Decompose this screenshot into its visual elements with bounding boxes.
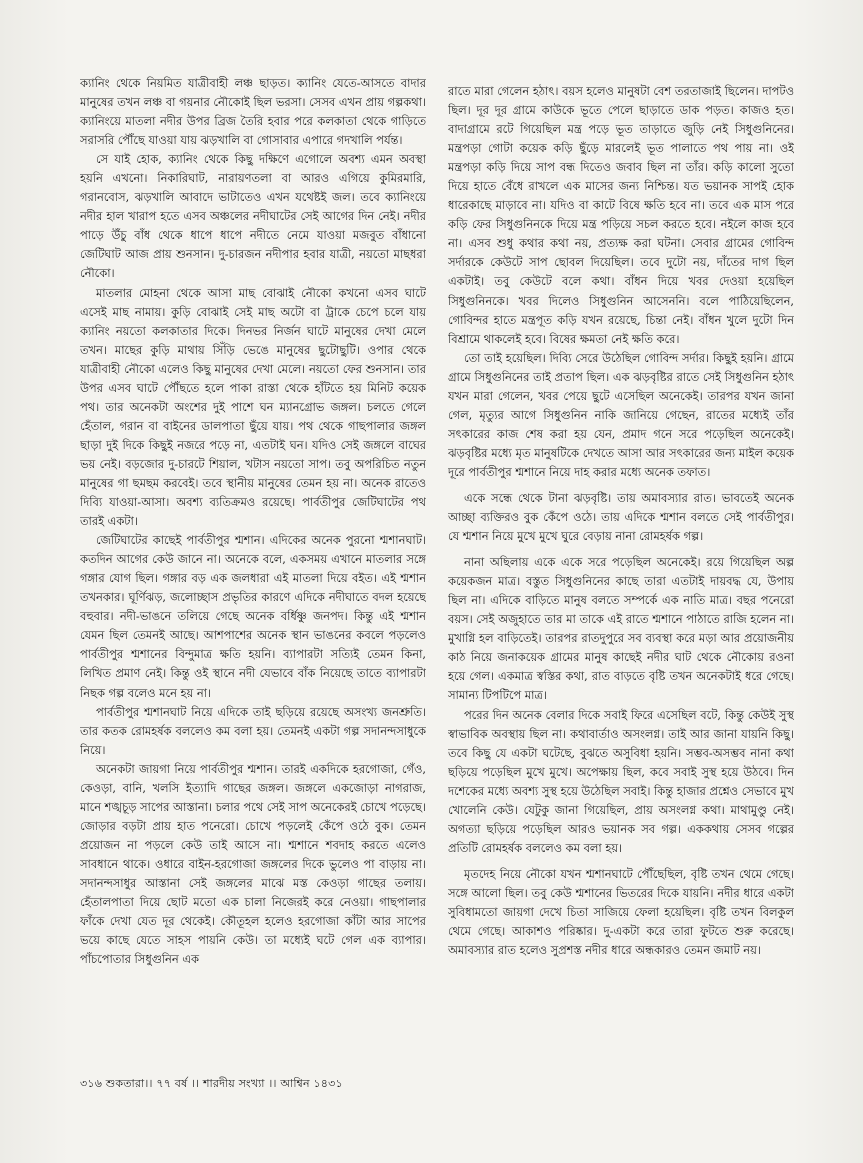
paragraph: নানা অছিলায় একে একে সরে পড়েছিল অনেকেই। রয়ে গিয়েছিল অল্প কয়েকজন মাত্র। বস্তুত সিধুগুনিনের কাছে তারা এতটাই দায়বদ্ধ যে, উপায় ছিল না। এদিকে বাড়িতে মানুষ বলতে সম্পর্কে এক নাতি মাত্র। বছর পনেরো বয়স। সেই অজুহাতে তার মা তাকে এই রাতে শ্মশানে পাঠাতে রাজি হলেন না। মুখাগ্নি হল বাড়িতেই। তারপর রাতদুপুরে সব ব্যবস্থা করে মড়া আর প্রয়োজনীয় কাঠ নিয়ে জনাকয়েক গ্রামের মানুষ কাছেই নদীর ঘাট থেকে নৌকোয় রওনা হয়ে গেল। একমাত্র স্বস্তির কথা, রাত বাড়তে বৃষ্টি তখন অনেকটাই ধরে গেছে। সামান্য টিপটিপে মাত্র। [448,555,794,703]
paragraph: অনেকটা জায়গা নিয়ে পার্বতীপুর শ্মশান। তারই একদিকে হরগোজা, গেঁও, কেওড়া, বানি, খলসি ইত্যাদি গাছের জঙ্গল। জঙ্গলে একজোড়া নাগরাজ, মানে শঙ্খচূড় সাপের আস্তানা। চলার পথে সেই সাপ অনেকেরই চোখে পড়েছে। জোড়ার বড়টা প্রায় হাত পনেরো। চোখে পড়লেই কেঁপে ওঠে বুক। তেমন প্রয়োজন না পড়লে কেউ তাই আসে না। শ্মশানে শবদাহ করতে এলেও সাবধানে থাকে। ওধারে বাইন-হরগোজা জঙ্গলের দিকে ভুলেও পা বাড়ায় না। সদানন্দসাধুর আস্তানা সেই জঙ্গলের মাঝে মস্ত কেওড়া গাছের তলায়। হেঁতালপাতা দিয়ে ছোট মতো এক চালা নিজেরই করে নেওয়া। গাছপালার ফাঁকে দেখা যেত দূর থেকেই। কৌতূহল হলেও হরগোজা কাঁটা আর সাপের ভয়ে কাছে যেতে সাহস পায়নি কেউ। তা মধ্যেই ঘটে গেল এক ব্যাপার। পাঁচপোতার সিধুগুনিন এক [80,761,426,967]
paragraph: একে সন্ধে থেকে টানা ঝড়বৃষ্টি। তায় অমাবস্যার রাত। ভাবতেই অনেক আচ্ছা ব্যক্তিরও বুক কেঁপে ওঠে। তায় এদিকে শ্মশান বলতে সেই পার্বতীপুর। যে শ্মশান নিয়ে মুখে মুখে ঘুরে বেড়ায় নানা রোমহর্ষক গল্প। [448,490,794,544]
paragraph: ক্যানিং থেকে নিয়মিত যাত্রীবাহী লঞ্চ ছাড়ত। ক্যানিং যেতে-আসতে বাদার মানুষের তখন লঞ্চ বা গয়নার নৌকোই ছিল ভরসা। সেসব এখন প্রায় গল্পকথা। ক্যানিংয়ে মাতলা নদীর উপর ব্রিজ তৈরি হবার পরে কলকাতা থেকে গাড়িতে সরাসরি পৌঁছে যাওয়া যায় ঝড়খালি বা গোসাবার এপারে গদখালি পর্যন্ত। [80,76,426,148]
paragraph: মাতলার মোহনা থেকে আসা মাছ বোঝাই নৌকো কখনো এসব ঘাটে এসেই মাছ নামায়। কুড়ি বোঝাই সেই মাছ অটো বা ট্রাকে চেপে চলে যায় ক্যানিং নয়তো কলকাতার দিকে। দিনভর নির্জন ঘাটে মানুষের দেখা মেলে তখন। মাছের কুড়ি মাথায় সিঁড়ি ভেঙে মানুষের ছুটোছুটি। ওপার থেকে যাত্রীবাহী নৌকো এলেও কিছু মানুষের দেখা মেলে। নয়তো ফের শুনসান। তার উপর এসব ঘাটে পৌঁছতে হলে পাকা রাস্তা থেকে হাঁটতে হয় মিনিট কয়েক পথ। তার অনেকটা অংশের দুই পাশে ঘন ম্যানগ্রোভ জঙ্গল। চলতে গেলে হেঁতাল, গরান বা বাইনের ডালপাতা ছুঁয়ে যায়। পথ থেকে গাছপালার জঙ্গল ছাড়া দুই দিকে কিছুই নজরে পড়ে না, এতটাই ঘন। যদিও সেই জঙ্গলে বাঘের ভয় নেই। বড়জোর দু-চারটে শিয়াল, খটাস নয়তো সাপ। তবু অপরিচিত নতুন মানুষের গা ছমছম করবেই। তবে স্থানীয় মানুষের তেমন হয় না। অনেক রাতেও দিব্যি যাওয়া-আসা। অবশ্য ব্যতিক্রমও রয়েছে। পার্বতীপুর জেটিঘাটের পথ তারই একটা। [80,285,426,529]
left-text-column [80,74,426,1074]
paragraph: রাতে মারা গেলেন হঠাৎ। বয়স হলেও মানুষটা বেশ তরতাজাই ছিলেন। দাপটও ছিল। দূর দূর গ্রামে কাউকে ভূতে পেলে ছাড়াতে ডাক পড়ত। কাজও হত। বাদাগ্রামে রটে গিয়েছিল মন্ত্র পড়ে ভূত তাড়াতে জুড়ি নেই সিধুগুনিনের। মন্ত্রপড়া গোটা কয়েক কড়ি ছুঁড়ে মারলেই ভূত পালাতে পথ পায় না। ওই মন্ত্রপড়া কড়ি দিয়ে সাপ বন্ধ দিতেও জবাব ছিল না তাঁর। কড়ি কালো সুতো দিয়ে হাতে বেঁধে রাখলে এক মাসের জন্য নিশ্চিন্ত। যত ভয়ানক সাপই হোক ধারেকাছে মাড়াবে না। যদিও বা কাটে বিষে ক্ষতি হবে না। তবে এক মাস পরে কড়ি ফের সিধুগুনিনকে দিয়ে মন্ত্র পড়িয়ে সচল করতে হবে। নইলে কাজ হবে না। এসব শুধু কথার কথা নয়, প্রত্যক্ষ করা ঘটনা। সেবার গ্রামের গোবিন্দ সর্দারকে কেউটে সাপ ছোবল দিয়েছিল। তবে দুটো নয়, দাঁতের দাগ ছিল একটাই। তবু কেউটে বলে কথা। বাঁধন দিয়ে খবর দেওয়া হয়েছিল সিধুগুনিনকে। খবর দিলেও সিধুগুনিন আসেননি। বলে পাঠিয়েছিলেন, গোবিন্দর হাতে মন্ত্রপূত কড়ি যখন রয়েছে, চিন্তা নেই। বাঁধন খুলে দুটো দিন বিশ্রামে থাকলেই হবে। বিষের ক্ষমতা নেই ক্ষতি করে। [448,84,794,346]
page-footer: ৩১৬ শুকতারা।। ৭৭ বর্ষ ।। শারদীয় সংখ্যা ।। আশ্বিন ১৪৩১ [80,1077,343,1090]
paragraph: পার্বতীপুর শ্মশানঘাট নিয়ে এদিকে তাই ছড়িয়ে রয়েছে অসংখ্য জনশ্রুতি। তার কতক রোমহর্ষক বললেও কম বলা হয়। তেমনই একটা গল্প সদানন্দসাধুকে নিয়ে। [80,704,426,757]
paragraph: মৃতদেহ নিয়ে নৌকো যখন শ্মশানঘাটে পৌঁছেছিল, বৃষ্টি তখন থেমে গেছে। সঙ্গে আলো ছিল। তবু কেউ শ্মশানের ভিতরের দিকে যায়নি। নদীর ধারে একটা সুবিধামতো জায়গা দেখে চিতা সাজিয়ে ফেলা হয়েছিল। বৃষ্টি তখন বিলকুল থেমে গেছে। আকাশও পরিষ্কার। দু-একটা করে তারা ফুটতে শুরু করেছে। অমাবস্যার রাত হলেও সুপ্রশস্ত নদীর ধারে অন্ধকারও তেমন জমাট নয়। [448,866,794,958]
paragraph: পরের দিন অনেক বেলার দিকে সবাই ফিরে এসেছিল বটে, কিন্তু কেউই সুস্থ স্বাভাবিক অবস্থায় ছিল না। কথাবার্তাও অসংলগ্ন। তাই আর জানা যায়নি কিছু। তবে কিছু যে একটা ঘটেছে, বুঝতে অসুবিধা হয়নি। সম্ভব-অসম্ভব নানা কথা ছড়িয়ে পড়েছিল মুখে মুখে। অপেক্ষায় ছিল, কবে সবাই সুস্থ হয়ে উঠবে। দিন দশেকের মধ্যে অবশ্য সুস্থ হয়ে উঠেছিল সবাই। কিন্তু হাজার প্রশ্নেও সেভাবে মুখ খোলেনি কেউ। যেটুকু জানা গিয়েছিল, প্রায় অসংলগ্ন কথা। মাথামুণ্ডু নেই। অগত্যা ছড়িয়ে পড়েছিল আরও ভয়ানক সব গল্প। এককথায় সেসব গল্পের প্রতিটি রোমহর্ষক বললেও কম বলা হয়। [448,707,794,855]
right-text-column [448,82,794,1062]
paragraph: জেটিঘাটের কাছেই পার্বতীপুর শ্মশান। এদিকের অনেক পুরনো শ্মশানঘাট। কতদিন আগের কেউ জানে না। অনেকে বলে, একসময় এখানে মাতলার সঙ্গে গঙ্গার যোগ ছিল। গঙ্গার বড় এক জলধারা এই মাতলা দিয়ে বইত। এই শ্মশান তখনকার। ঘূর্ণিঝড়, জলোচ্ছাস প্রভৃতির কারণে এদিকে নদীঘাতে বদল হয়েছে বহুবার। নদী-ভাঙনে তলিয়ে গেছে অনেক বর্ধিষ্ণু জনপদ। কিন্তু এই শ্মশান যেমন ছিল তেমনই আছে। আশপাশের অনেক স্থান ভাঙনের কবলে পড়লেও পার্বতীপুর শ্মশানের বিন্দুমাত্র ক্ষতি হয়নি। ব্যাপারটা সত্যিই তেমন কিনা, লিখিত প্রমাণ নেই। কিন্তু ওই স্থানে নদী যেভাবে বাঁক নিয়েছে তাতে ব্যাপারটা নিছক গল্প বলেও মনে হয় না। [80,533,426,700]
paragraph: সে যাই হোক, ক্যানিং থেকে কিছু দক্ষিণে এগোলে অবশ্য এমন অবস্থা হয়নি এখনো। নিকারিঘাট, নারায়ণতলা বা আরও এগিয়ে কুমিরমারি, গরানবোস, ঝড়খালি আবাদে ভাটাতেও এখন যথেষ্টই জল। তবে ক্যানিংয়ে নদীর হাল খারাপ হতে এসব অঞ্চলের নদীঘাটের সেই আগের দিন নেই। নদীর পাড়ে উঁচু বাঁধ থেকে ধাপে ধাপে নদীতে নেমে যাওয়া মজবুত বাঁধানো জেটিঘাট আজ প্রায় শুনসান। দু-চারজন নদীপার হবার যাত্রী, নয়তো মাছধরা নৌকো। [80,152,426,281]
paragraph: তো তাই হয়েছিল। দিব্যি সেরে উঠেছিল গোবিন্দ সর্দার। কিছুই হয়নি। গ্রামে গ্রামে সিধুগুনিনের তাই প্রতাপ ছিল। এক ঝড়বৃষ্টির রাতে সেই সিধুগুনিন হঠাৎ যখন মারা গেলেন, খবর পেয়ে ছুটে এসেছিল অনেকেই। তারপর যখন জানা গেল, মৃত্যুর আগে সিধুগুনিন নাকি জানিয়ে গেছেন, রাতের মধ্যেই তাঁর সৎকারের কাজ শেষ করা হয় যেন, প্রমাদ গনে সরে পড়েছিল অনেকেই। ঝড়বৃষ্টির মধ্যে মৃত মানুষটিকে দেখতে আসা আর সৎকারের জন্য মাইল কয়েক দূরে পার্বতীপুর শ্মশানে নিয়ে দাহ করার মধ্যে অনেক তফাত। [448,350,794,479]
